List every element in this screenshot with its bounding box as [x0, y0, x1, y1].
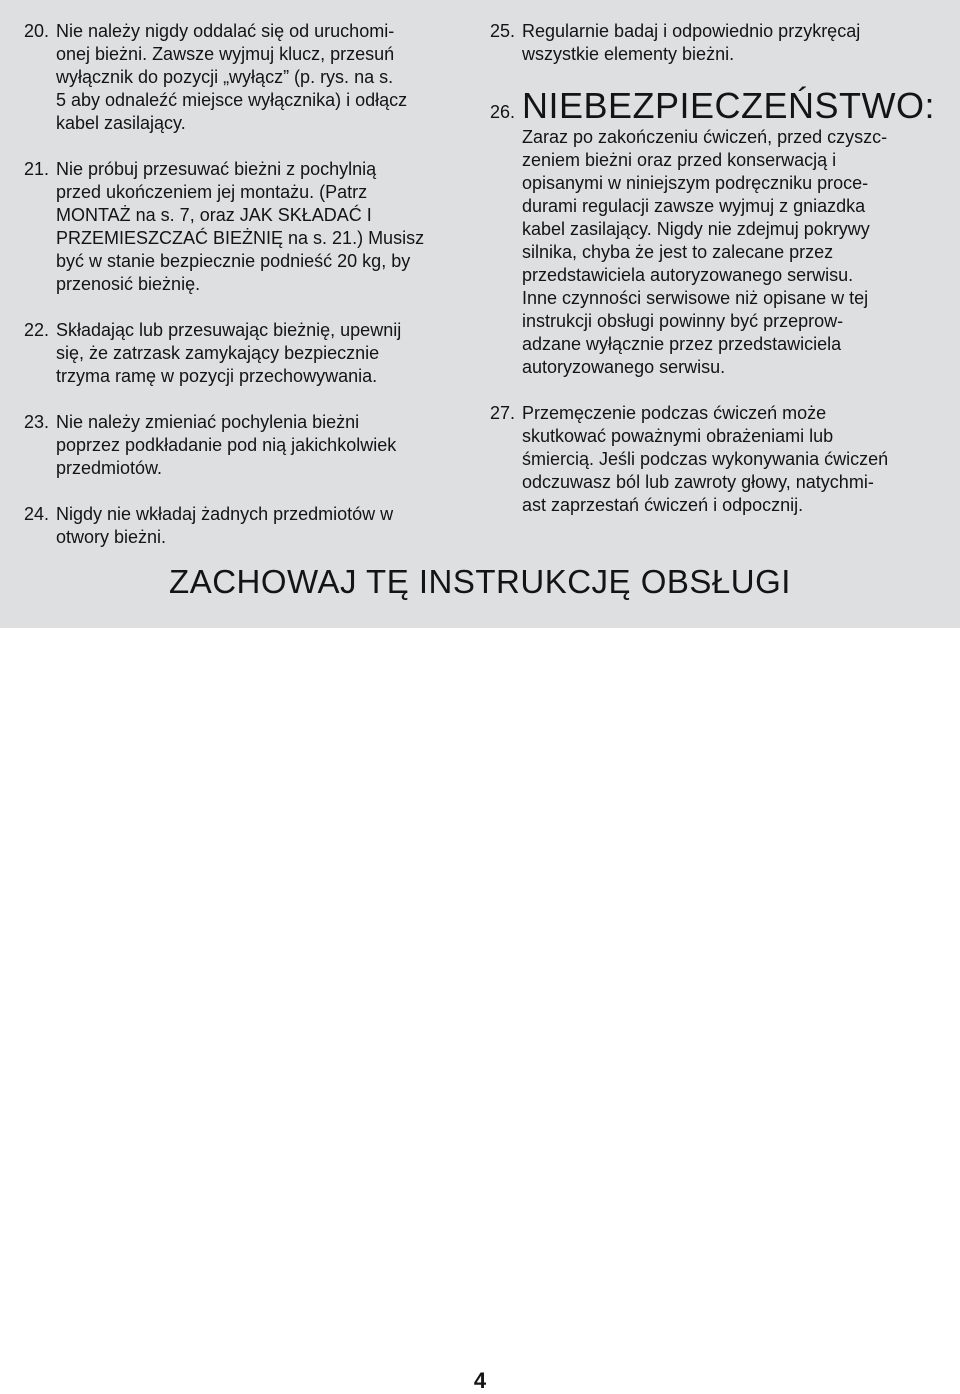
text-line: być w stanie bezpiecznie podnieść 20 kg, by	[56, 251, 411, 271]
item-number: 26.	[490, 102, 516, 122]
item-number: 25.	[490, 21, 516, 41]
text-line: autoryzowanego serwisu.	[522, 357, 726, 377]
text-line: odczuwasz ból lub zawroty głowy, natychmi-	[522, 472, 874, 492]
text-line: Nie należy nigdy oddalać się od uruchomi-	[56, 21, 395, 41]
text-line: się, że zatrzask zamykający bezpiecznie	[56, 343, 380, 363]
text-line: Nie próbuj przesuwać bieżni z pochylnią	[56, 159, 377, 179]
text-line: wszystkie elementy bieżni.	[522, 44, 735, 64]
text-line: silnika, chyba że jest to zalecane przez	[522, 242, 834, 262]
text-line: Regularnie badaj i odpowiednio przykręcaj	[522, 21, 861, 41]
item-number: 22.	[24, 320, 50, 340]
text-line: kabel zasilający.	[56, 113, 186, 133]
text-line: 5 aby odnaleźć miejsce wyłącznika) i odłącz	[56, 90, 408, 110]
safety-item-22	[24, 319, 464, 388]
text-line: Przemęczenie podczas ćwiczeń może	[522, 403, 827, 423]
item-text	[522, 20, 950, 66]
right-column	[490, 20, 950, 540]
danger-heading-row	[490, 86, 950, 126]
safety-item-23	[24, 411, 464, 480]
text-line: skutkować poważnymi obrażeniami lub	[522, 426, 834, 446]
item-number: 27.	[490, 403, 516, 423]
item-text	[56, 158, 464, 296]
text-line: MONTAŻ na s. 7, oraz JAK SKŁADAĆ I	[56, 205, 372, 225]
text-line: trzyma ramę w pozycji przechowywania.	[56, 366, 378, 386]
item-text	[56, 319, 464, 388]
text-line: zeniem bieżni oraz przed konserwacją i	[522, 150, 837, 170]
danger-heading: NIEBEZPIECZEŃSTWO:	[522, 85, 936, 126]
text-line: przed ukończeniem jej montażu. (Patrz	[56, 182, 368, 202]
item-number: 20.	[24, 21, 50, 41]
safety-item-25	[490, 20, 950, 66]
item-text	[56, 411, 464, 480]
text-line: przedstawiciela autoryzowanego serwisu.	[522, 265, 854, 285]
text-line: Zaraz po zakończeniu ćwiczeń, przed czyszc-	[522, 127, 888, 147]
safety-item-26	[490, 126, 950, 379]
item-text	[56, 503, 464, 549]
left-column	[24, 20, 464, 572]
item-number: 24.	[24, 504, 50, 524]
text-line: przenosić bieżnię.	[56, 274, 201, 294]
text-line: poprzez podkładanie pod nią jakichkolwiek	[56, 435, 397, 455]
text-line: Nigdy nie wkładaj żadnych przedmiotów w	[56, 504, 394, 524]
item-text	[522, 126, 950, 379]
item-text	[56, 20, 464, 135]
text-line: PRZEMIESZCZAĆ BIEŻNIĘ na s. 21.) Musisz	[56, 228, 425, 248]
page-number: 4	[473, 1368, 487, 1393]
text-line: Inne czynności serwisowe niż opisane w tej	[522, 288, 869, 308]
item-text	[522, 402, 950, 517]
text-line: kabel zasilający. Nigdy nie zdejmuj pokrywy	[522, 219, 870, 239]
text-line: ast zaprzestań ćwiczeń i odpocznij.	[522, 495, 804, 515]
text-line: Nie należy zmieniać pochylenia bieżni	[56, 412, 360, 432]
item-indent	[490, 126, 522, 379]
text-line: instrukcji obsługi powinny być przeprow-	[522, 311, 844, 331]
safety-item-24	[24, 503, 464, 549]
text-line: śmiercią. Jeśli podczas wykonywania ćwiczeń	[522, 449, 889, 469]
save-instructions-title: ZACHOWAJ TĘ INSTRUKCJĘ OBSŁUGI	[169, 563, 791, 600]
safety-item-20	[24, 20, 464, 135]
text-line: adzane wyłącznie przez przedstawiciela	[522, 334, 842, 354]
safety-panel	[0, 0, 960, 628]
item-number: 21.	[24, 159, 50, 179]
text-line: otwory bieżni.	[56, 527, 167, 547]
text-line: durami regulacji zawsze wyjmuj z gniazdka	[522, 196, 866, 216]
safety-item-21	[24, 158, 464, 296]
text-line: onej bieżni. Zawsze wyjmuj klucz, przesuń	[56, 44, 395, 64]
text-line: wyłącznik do pozycji „wyłącz” (p. rys. na s.	[56, 67, 394, 87]
text-line: Składając lub przesuwając bieżnię, upewnij	[56, 320, 402, 340]
item-number: 23.	[24, 412, 50, 432]
safety-item-27	[490, 402, 950, 517]
text-line: przedmiotów.	[56, 458, 163, 478]
text-line: opisanymi w niniejszym podręczniku proce-	[522, 173, 869, 193]
